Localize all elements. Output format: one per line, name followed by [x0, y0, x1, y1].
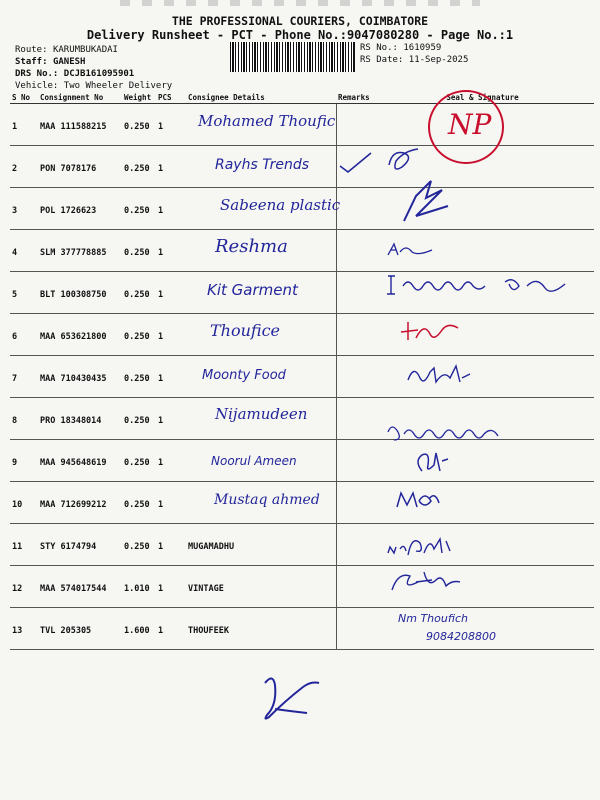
- row-pcs: 1: [156, 230, 186, 272]
- row-remarks: [336, 524, 371, 566]
- handwritten-consignee: Kit Garment: [207, 281, 298, 299]
- table-row: [10, 524, 594, 566]
- col-consignee: Consignee Details: [186, 92, 336, 104]
- checkmark-icon: [338, 150, 373, 176]
- handwritten-consignee: Reshma: [215, 236, 288, 257]
- row-remarks: [336, 272, 371, 314]
- row-remarks: [336, 398, 371, 440]
- row-sno: 8: [10, 398, 38, 440]
- staff-line: Staff: GANESH: [15, 57, 86, 67]
- row-remarks: [336, 314, 371, 356]
- col-seal-signature: Seal & Signature: [371, 92, 594, 104]
- rs-number: RS No.: 1610959: [360, 43, 442, 53]
- col-weight: Weight: [122, 92, 156, 104]
- signature-row-3: [396, 176, 456, 226]
- row-weight: 0.250: [122, 482, 156, 524]
- row-sno: 12: [10, 566, 38, 608]
- row-pcs: 1: [156, 146, 186, 188]
- row-weight: 0.250: [122, 440, 156, 482]
- row-sno: 5: [10, 272, 38, 314]
- row-weight: 1.600: [122, 608, 156, 650]
- row13-signature-name: Nm Thoufich: [398, 612, 468, 625]
- signature-row-2: [384, 145, 424, 175]
- barcode: [230, 42, 355, 72]
- row-pcs: 1: [156, 608, 186, 650]
- row-weight: 0.250: [122, 524, 156, 566]
- row-remarks: [336, 188, 371, 230]
- row-remarks: [336, 104, 371, 146]
- signature-row-10: [393, 487, 443, 511]
- row-pcs: 1: [156, 398, 186, 440]
- row-remarks: [336, 356, 371, 398]
- row-pcs: 1: [156, 524, 186, 566]
- row-consignee: THOUFEEK: [186, 608, 336, 650]
- row-sno: 7: [10, 356, 38, 398]
- row-sno: 11: [10, 524, 38, 566]
- row-weight: 1.010: [122, 566, 156, 608]
- row-weight: 0.250: [122, 230, 156, 272]
- table-row: [10, 356, 594, 398]
- row-weight: 0.250: [122, 314, 156, 356]
- row-sno: 10: [10, 482, 38, 524]
- row-sno: 3: [10, 188, 38, 230]
- row-consignment: BLT 100308750: [38, 272, 122, 314]
- row13-signature-phone: 9084208800: [426, 630, 496, 643]
- vehicle-line: Vehicle: Two Wheeler Delivery: [15, 81, 173, 91]
- row-pcs: 1: [156, 188, 186, 230]
- row-sno: 1: [10, 104, 38, 146]
- row-pcs: 1: [156, 272, 186, 314]
- row-pcs: 1: [156, 482, 186, 524]
- signature-row-5: [385, 272, 585, 298]
- handwritten-consignee: Noorul Ameen: [211, 454, 297, 468]
- row-weight: 0.250: [122, 272, 156, 314]
- row-pcs: 1: [156, 356, 186, 398]
- company-title: THE PROFESSIONAL COURIERS, COIMBATORE: [171, 14, 429, 28]
- col-pcs: PCS: [156, 92, 186, 104]
- row-consignment: MAA 653621800: [38, 314, 122, 356]
- row-pcs: 1: [156, 566, 186, 608]
- row-consignment: TVL 205305: [38, 608, 122, 650]
- row-remarks: [336, 608, 371, 650]
- handwritten-consignee: Rayhs Trends: [215, 157, 310, 173]
- row-weight: 0.250: [122, 146, 156, 188]
- drs-line: DRS No.: DCJB161095901: [15, 69, 135, 79]
- table-row: [10, 440, 594, 482]
- row-consignment: SLM 377778885: [38, 230, 122, 272]
- row-pcs: 1: [156, 314, 186, 356]
- np-stamp: NP: [428, 90, 504, 164]
- col-consignment: Consignment No: [38, 92, 122, 104]
- scan-smudge: [120, 0, 480, 6]
- row-consignee: MUGAMADHU: [186, 524, 336, 566]
- row-consignment: MAA 712699212: [38, 482, 122, 524]
- row-sno: 9: [10, 440, 38, 482]
- row-consignee: VINTAGE: [186, 566, 336, 608]
- row-sno: 4: [10, 230, 38, 272]
- row-consignment: MAA 111588215: [38, 104, 122, 146]
- row-sno: 2: [10, 146, 38, 188]
- table-header: [10, 92, 594, 104]
- row-remarks: [336, 440, 371, 482]
- handwritten-consignee: Nijamudeen: [215, 405, 308, 423]
- signature-row-11: [386, 533, 456, 563]
- table-row: [10, 314, 594, 356]
- signature-row-7: [404, 360, 474, 390]
- row-consignment: PON 7078176: [38, 146, 122, 188]
- rs-date: RS Date: 11-Sep-2025: [360, 55, 469, 65]
- signature-row-9: [412, 447, 452, 477]
- row-weight: 0.250: [122, 356, 156, 398]
- table-row: [10, 230, 594, 272]
- signature-row-6: [396, 316, 466, 346]
- row-sno: 13: [10, 608, 38, 650]
- row-pcs: 1: [156, 440, 186, 482]
- handwritten-consignee: Sabeena plastic: [220, 196, 341, 214]
- col-remarks: Remarks: [338, 93, 370, 102]
- row-weight: 0.250: [122, 398, 156, 440]
- signature-row-12: [388, 566, 468, 596]
- handwritten-consignee: Mohamed Thoufic: [198, 112, 336, 130]
- row-weight: 0.250: [122, 188, 156, 230]
- table-row: [10, 566, 594, 608]
- row-remarks: [336, 566, 371, 608]
- row-consignment: MAA 574017544: [38, 566, 122, 608]
- row-weight: 0.250: [122, 104, 156, 146]
- delivery-table: [10, 92, 594, 650]
- row-remarks: [336, 230, 371, 272]
- row-consignment: PRO 18348014: [38, 398, 122, 440]
- handwritten-consignee: Moonty Food: [202, 368, 286, 383]
- route-line: Route: KARUMBUKADAI: [15, 45, 118, 55]
- signature-row-8: [384, 420, 524, 442]
- row-remarks: [336, 482, 371, 524]
- row-sno: 6: [10, 314, 38, 356]
- row-consignment: MAA 710430435: [38, 356, 122, 398]
- handwritten-consignee: Mustaq ahmed: [214, 492, 320, 508]
- row-seal-signature: [371, 440, 594, 482]
- handwritten-consignee: Thoufice: [210, 321, 281, 340]
- row-consignment: MAA 945648619: [38, 440, 122, 482]
- row-consignment: POL 1726623: [38, 188, 122, 230]
- table-row: [10, 608, 594, 650]
- runsheet-subtitle: Delivery Runsheet - PCT - Phone No.:9047080280 - Page No.:1: [86, 28, 514, 42]
- row-pcs: 1: [156, 104, 186, 146]
- signature-row-4: [386, 240, 436, 260]
- staff-signature: [255, 665, 325, 725]
- row-consignment: STY 6174794: [38, 524, 122, 566]
- col-sno: S No: [10, 92, 38, 104]
